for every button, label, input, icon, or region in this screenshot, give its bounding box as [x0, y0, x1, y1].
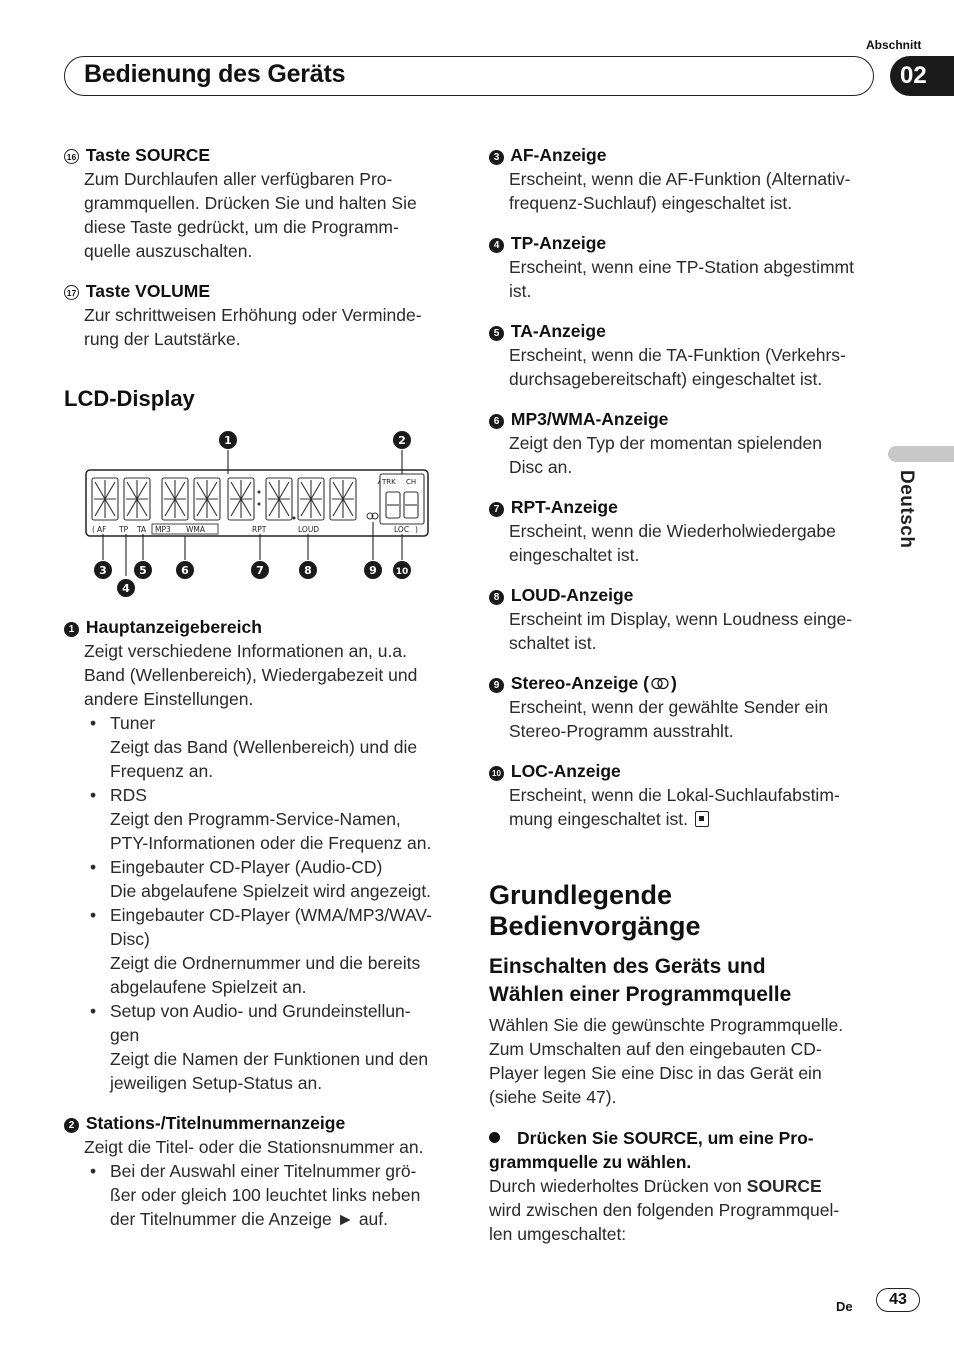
entry-title: LOUD-Anzeige	[510, 585, 634, 605]
loc-label: LOC	[394, 525, 410, 534]
callout-8-icon: 8	[489, 590, 504, 605]
section-label: Abschnitt	[866, 38, 922, 52]
callout-9-icon: 9	[489, 678, 504, 693]
entry-line: rung der Lautstärke.	[84, 329, 241, 349]
callout-16-icon: 16	[64, 149, 79, 164]
entry-line: Zeigt die Titel- oder die Stationsnummer an.	[84, 1137, 424, 1157]
tp-label: TP	[119, 525, 129, 534]
entry-source	[64, 143, 454, 263]
language-tab	[888, 446, 954, 462]
entry-line: andere Einstellungen.	[84, 689, 254, 709]
footer-language: De	[836, 1299, 853, 1314]
lcd-track-digits	[386, 492, 418, 518]
entry-ta: 5 TA-Anzeige Erscheint, wenn die TA-Funktion (Verkehrs- durchsagebereitschaft) eingeschaltet ist.	[489, 319, 881, 391]
callout-badges	[94, 431, 411, 597]
stereo-icon	[649, 677, 671, 690]
entry-title: Stations-/Titelnummernanzeige	[85, 1113, 346, 1133]
entry-title: RPT-Anzeige	[510, 497, 618, 517]
entry-stereo: 9 Stereo-Anzeige ( ) Erscheint, wenn der gewählte Sender ein Stereo-Programm ausstrahlt.	[489, 671, 881, 743]
ta-label: TA	[137, 525, 147, 534]
svg-text:(: (	[92, 525, 95, 534]
entry-mp3-wma: 6 MP3/WMA-Anzeige Zeigt den Typ der momentan spielenden Disc an.	[489, 407, 881, 479]
mp3-label: MP3	[155, 525, 171, 534]
entry-title: Hauptanzeigebereich	[85, 617, 262, 637]
list-item: • Bei der Auswahl einer Titelnummer grö- ßer oder gleich 100 leuchtet links neben der Titelnummer die Anzeige ► auf.	[88, 1159, 456, 1231]
entry-line: Zur schrittweisen Erhöhung oder Verminde-	[84, 305, 422, 325]
callout-10-icon: 10	[395, 567, 409, 577]
entry-title: AF-Anzeige	[510, 145, 607, 165]
track-number-list	[64, 1159, 456, 1231]
entry-loc: 10 LOC-Anzeige Erscheint, wenn die Lokal-Suchlaufabstim- mung eingeschaltet ist.	[489, 759, 881, 831]
entry-line: Band (Wellenbereich), Wiedergabezeit und	[84, 665, 418, 685]
trk-label: TRK	[382, 478, 396, 486]
loud-label: LOUD	[298, 525, 320, 534]
list-item: • Setup von Audio- und Grundeinstellun- gen Zeigt die Namen der Funktionen und den jeweiligen Setup-Status an.	[88, 999, 456, 1095]
list-item: • Eingebauter CD-Player (WMA/MP3/WAV- Disc) Zeigt die Ordnernummer und die bereits abgelaufene Spielzeit an.	[88, 903, 456, 999]
left-column-top	[64, 143, 454, 367]
end-of-section-icon	[695, 811, 709, 827]
entry-title: MP3/WMA-Anzeige	[510, 409, 669, 429]
wma-label: WMA	[186, 525, 206, 534]
entry-line: Zum Durchlaufen aller verfügbaren Pro-	[84, 169, 393, 189]
ch-label: CH	[406, 478, 417, 486]
callout-4-icon: 4	[122, 582, 130, 595]
callout-1-icon: 1	[224, 434, 232, 447]
callout-5-icon: 5	[489, 326, 504, 341]
callout-3-icon: 3	[489, 150, 504, 165]
list-item: • Eingebauter CD-Player (Audio-CD) Die abgelaufene Spielzeit wird angezeigt.	[88, 855, 456, 903]
entry-loud: 8 LOUD-Anzeige Erscheint im Display, wenn Loudness einge- schaltet ist.	[489, 583, 881, 655]
callout-10-icon: 10	[489, 766, 504, 781]
callout-2-icon: 2	[398, 434, 406, 447]
intro-paragraph: Wählen Sie die gewünschte Programmquelle. Zum Umschalten auf den eingebauten CD- Player legen Sie eine Disc in das Gerät ein (siehe Seite 47).	[489, 1015, 844, 1107]
callout-2-icon: 2	[64, 1118, 79, 1133]
callout-7-icon: 7	[489, 502, 504, 517]
section-heading: Grundlegende Bedienvorgänge	[489, 880, 701, 941]
entry-title: TA-Anzeige	[510, 321, 606, 341]
list-item: • RDS Zeigt den Programm-Service-Namen, PTY-Informationen oder die Frequenz an.	[88, 783, 456, 855]
chapter-badge: 02	[890, 56, 954, 96]
callout-3-icon: 3	[99, 564, 107, 577]
callout-9-icon: 9	[369, 564, 377, 577]
entry-track-number	[64, 1111, 456, 1231]
lcd-heading: LCD-Display	[64, 386, 195, 411]
lcd-stereo-icon	[367, 513, 378, 519]
callout-8-icon: 8	[304, 564, 312, 577]
af-label: AF	[97, 525, 107, 534]
entry-main-display	[64, 615, 456, 1095]
entry-line: grammquellen. Drücken Sie und halten Sie	[84, 193, 417, 213]
callout-6-icon: 6	[489, 414, 504, 429]
language-label: Deutsch	[896, 470, 917, 549]
entry-title: LOC-Anzeige	[510, 761, 621, 781]
entry-rpt: 7 RPT-Anzeige Erscheint, wenn die Wiederholwiedergabe eingeschaltet ist.	[489, 495, 881, 567]
subsection-heading: Einschalten des Geräts und Wählen einer Programmquelle	[489, 955, 792, 1006]
callout-7-icon: 7	[256, 564, 264, 577]
entry-title: Taste VOLUME	[85, 281, 211, 301]
right-column	[489, 143, 881, 847]
entry-line: Zeigt verschiedene Informationen an, u.a.	[84, 641, 407, 661]
lcd-main-segments	[92, 478, 356, 520]
callout-4-icon: 4	[489, 238, 504, 253]
left-column-bottom	[64, 615, 456, 1247]
lcd-display-diagram	[82, 426, 442, 606]
entry-title: TP-Anzeige	[510, 233, 607, 253]
entry-line: quelle auszuschalten.	[84, 241, 253, 261]
step-bullet-icon	[489, 1132, 500, 1143]
entry-af: 3 AF-Anzeige Erscheint, wenn die AF-Funktion (Alternativ- frequenz-Suchlauf) eingeschaltet ist.	[489, 143, 881, 215]
rpt-label: RPT	[252, 525, 267, 534]
page-title: Bedienung des Geräts	[84, 60, 346, 88]
display-modes-list	[64, 711, 456, 1095]
entry-tp: 4 TP-Anzeige Erscheint, wenn eine TP-Station abgestimmt ist.	[489, 231, 881, 303]
entry-line: diese Taste gedrückt, um die Programm-	[84, 217, 399, 237]
callout-1-icon: 1	[64, 622, 79, 637]
callout-17-icon: 17	[64, 285, 79, 300]
entry-volume	[64, 279, 454, 351]
callout-5-icon: 5	[139, 564, 147, 577]
page-number: 43	[876, 1288, 920, 1312]
step-instruction: Drücken Sie SOURCE, um eine Pro- grammquelle zu wählen. Durch wiederholtes Drücken von SOURCE wird zwischen den folgenden Programmquel- len umgeschaltet:	[489, 1128, 840, 1244]
entry-title: Taste SOURCE	[85, 145, 211, 165]
svg-text:): )	[415, 525, 418, 534]
entry-title: Stereo-Anzeige (	[510, 673, 649, 693]
callout-leaders	[103, 450, 402, 576]
list-item: • Tuner Zeigt das Band (Wellenbereich) und die Frequenz an.	[88, 711, 456, 783]
callout-6-icon: 6	[181, 564, 189, 577]
